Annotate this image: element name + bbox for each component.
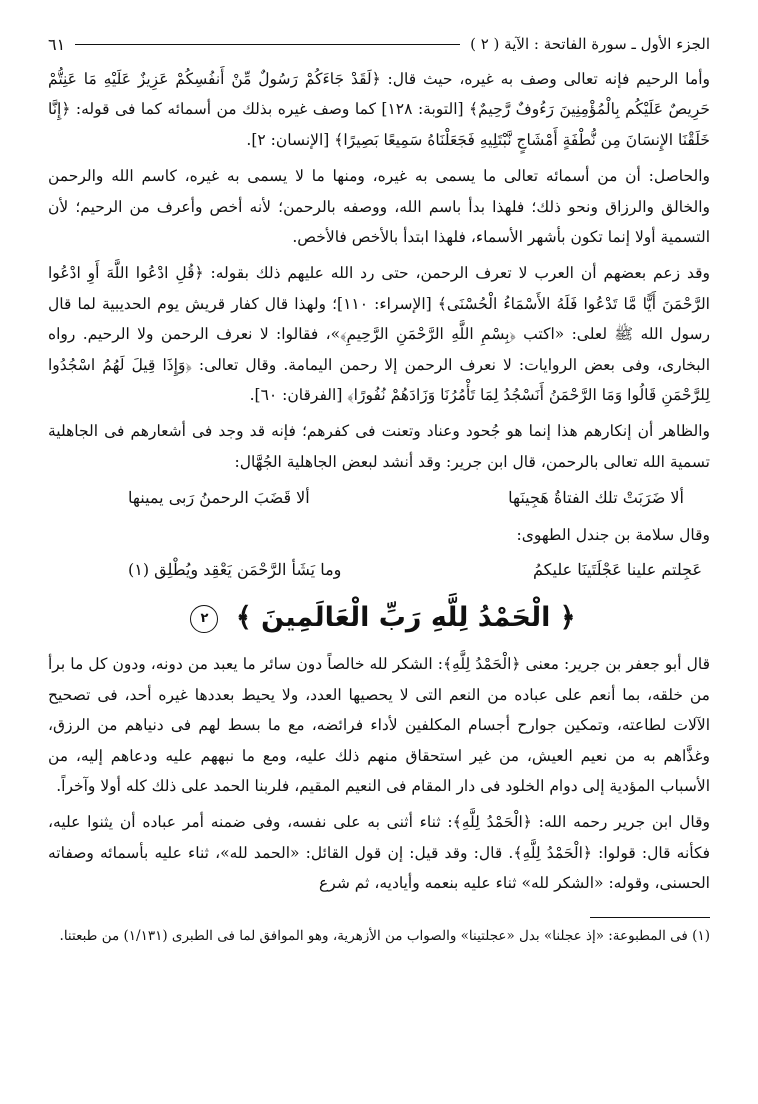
footnote: (١) فى المطبوعة: «إذ عجلنا» بدل «عجلتينا» والصواب من الأزهرية، وهو الموافق لما فى الطبرى (١/١٣١) من طبعتنا. (59, 927, 710, 944)
ayah-number-medallion: ٢ (190, 605, 218, 633)
verse-2-intro: وقال سلامة بن جندل الطهوى: (516, 526, 710, 545)
page-body (48, 64, 710, 899)
paragraph-4: والظاهر أن إنكارهم هذا إنما هو جُحود وعناد وتعنت فى كفرهم؛ فإنه قد وجد فى أشعارهم فى الجاهلية تسمية الله تعالى بالرحمن، قال ابن جرير: وقد أنشد لبعض الجاهلية الجُهَّال: (48, 422, 710, 471)
ayah-banner (48, 593, 710, 643)
ayah-text: ﴿ الْحَمْدُ لِلَّهِ رَبِّ الْعَالَمِينَ ﴾ (235, 602, 576, 634)
paragraph-5: قال أبو جعفر بن جرير: معنى ﴿الْحَمْدُ لِلَّهِ﴾: الشكر لله خالصاً دون سائر ما يعبد من دونه، ودون كل ما برأ من خلقه، بما أنعم على عباده من النعم التى لا يحصيها العدد، ولا يحيط بعددها غيره أحد، فى تصحيح الآلات لطاعته، وتمكين جوارح أجسام المكلفين لأداء فرائضه، مع ما بسط لهم فى دنياهم من الرزق، وغذَّاهم به من نعيم العيش، من غير استحقاق منهم ذلك عليه، ومع ما نبههم عليه ودعاهم إليه، من الأسباب المؤدية إلى دوام الخلود فى دار المقام فى النعيم المقيم، فلربنا الحمد على ذلك كله أولا وآخراً. (48, 655, 710, 795)
poem-verse-1 (48, 481, 710, 515)
paragraph-1: وأما الرحيم فإنه تعالى وصف به غيره، حيث قال: ﴿لَقَدْ جَاءَكُمْ رَسُولٌ مِّنْ أَنفُسِكُمْ عَزِيزٌ عَلَيْهِ مَا عَنِتُّمْ حَرِيصٌ عَلَيْكُم بِالْمُؤْمِنِينَ رَءُوفٌ رَّحِيمٌ﴾ [التوبة: ١٢٨] كما وصف غيره بذلك من أسمائه كما فى قوله: ﴿إِنَّا خَلَقْنَا الإِنسَانَ مِن نُّطْفَةٍ أَمْشَاجٍ نَّبْتَلِيهِ فَجَعَلْنَاهُ سَمِيعًا بَصِيرًا﴾ [الإنسان: ٢]. (48, 70, 710, 149)
header-rule (75, 44, 460, 45)
verse-2-second-hemistich: وما يَشَأ الرَّحْمَن يَعْقِد ويُطْلِق (١) (128, 560, 342, 580)
poem-verse-2 (48, 553, 710, 587)
page-header (48, 32, 710, 56)
paragraph-6: وقال ابن جرير رحمه الله: ﴿الْحَمْدُ لِلَّهِ﴾: ثناء أثنى به على نفسه، وفى ضمنه أمر عباده أن يثنوا عليه، فكأنه قال: قولوا: ﴿الْحَمْدُ لِلَّهِ﴾. قال: وقد قيل: إن قول القائل: «الحمد لله»، ثناء عليه بأسمائه وصفاته الحسنى، وقوله: «الشكر لله» ثناء عليه بنعمه وأياديه، ثم شرع (48, 813, 710, 893)
paragraph-2: والحاصل: أن من أسمائه تعالى ما يسمى به غيره، ومنها ما لا يسمى به غيره، كاسم الله والرحمن والخالق والرزاق ونحو ذلك؛ فلهذا بدأ باسم الله، ووصفه بالرحمن؛ لأنه أخص وأعرف من الرحيم؛ لأن التسمية أولا إنما تكون بأشهر الأسماء، فلهذا ابتدأ بالأخص فالأخص. (48, 167, 710, 247)
verse-1-first-hemistich: ألا ضَرَبَتْ تلك الفتاةُ هَجِينَها (508, 488, 684, 508)
page-number: ٦١ (48, 34, 66, 54)
book-page (48, 32, 710, 948)
verse-1-second-hemistich: ألا قَضَبَ الرحمنُ رَبى يمينها (128, 488, 310, 508)
running-title: الجزء الأول ـ سورة الفاتحة : الآية ( ٢ ) (470, 35, 710, 53)
paragraph-3: وقد زعم بعضهم أن العرب لا تعرف الرحمن، حتى رد الله عليهم ذلك بقوله: ﴿قُلِ ادْعُوا اللَّهَ أَوِ ادْعُوا الرَّحْمَنَ أَيًّا مَّا تَدْعُوا فَلَهُ الأَسْمَاءُ الْحُسْنَى﴾ [الإسراء: ١١٠]؛ ولهذا قال كفار قريش يوم الحديبية لما قال رسول الله ﷺ لعلى: «اكتب ﴿بِسْمِ اللَّهِ الرَّحْمَنِ الرَّحِيمِ﴾»، فقالوا: لا نعرف الرحمن ولا الرحيم. رواه البخارى، وفى بعض الروايات: لا نعرف الرحمن إلا رحمن اليمامة. وقال تعالى: ﴿وَإِذَا قِيلَ لَهُمُ اسْجُدُوا لِلرَّحْمَنِ قَالُوا وَمَا الرَّحْمَنُ أَنَسْجُدُ لِمَا تَأْمُرُنَا وَزَادَهُمْ نُفُورًا﴾ [الفرقان: ٦٠]. (48, 264, 710, 405)
footnote-rule (590, 917, 710, 918)
verse-2-first-hemistich: عَجِلتم علينا عَجْلَتَينَا عليكمُ (533, 560, 702, 580)
